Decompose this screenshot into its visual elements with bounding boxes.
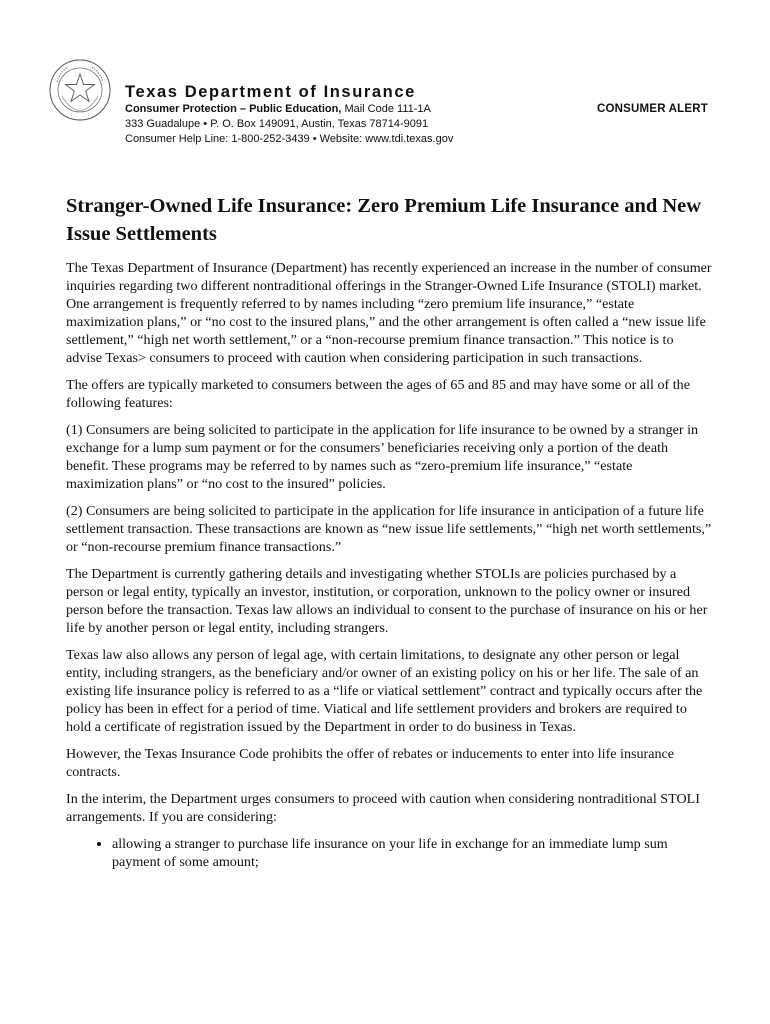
paragraph-texas-law: Texas law also allows any person of legal age, with certain limitations, to designate any other person or legal entity, including strangers, as the beneficiary and/or owner of an existing policy on his or her life. The sale of an existing life insurance policy is referred to as a “life or viatical settlement” contract and typically occurs after the policy has been in effect for a period of time. Viatical and life settlement providers and brokers are required to hold a certificate of registration issued by the Department in order to do business in Texas.	[66, 647, 703, 735]
paragraph-investigation: The Department is currently gathering details and investigating whether STOLIs are policies purchased by a person or legal entity, typically an investor, institution, or corporation, unknown to the policy owner or insured person before the transaction. Texas law allows an individual to consent to the purchase of insurance on his or her life by another person or legal entity, including strangers.	[66, 566, 708, 636]
considerations-list	[66, 835, 712, 871]
paragraph-interim: In the interim, the Department urges consumers to proceed with caution when considering nontraditional STOLI arrangements. If you are considering:	[66, 791, 700, 825]
paragraph-insurance-code: However, the Texas Insurance Code prohibits the offer of rebates or inducements to enter into life insurance contracts.	[66, 746, 675, 780]
consumer-alert-label: CONSUMER ALERT	[597, 103, 708, 115]
agency-name: Texas Department of Insurance	[125, 83, 416, 101]
paragraph-item-2: (2) Consumers are being solicited to participate in the application for life insurance in anticipation of a future life settlement transaction. These transactions are known as “new issue life settlements,” “high net worth settlements,” or “non-recourse premium finance transactions.”	[66, 503, 712, 555]
texas-state-seal-icon	[48, 58, 112, 122]
list-item: • allowing a stranger to purchase life insurance on your life in exchange for an immediate lump sum payment of some amount;	[112, 835, 712, 871]
contact-line: Consumer Help Line: 1-800-252-3439 • Website: www.tdi.texas.gov	[125, 133, 454, 145]
mail-code: Mail Code 111-1A	[344, 103, 431, 115]
paragraph-features: The offers are typically marketed to consumers between the ages of 65 and 85 and may have some or all of the following features:	[66, 377, 690, 411]
address-line: 333 Guadalupe • P. O. Box 149091, Austin, Texas 78714-9091	[125, 118, 429, 130]
division-name: Consumer Protection – Public Education,	[125, 103, 342, 115]
document-body	[66, 192, 712, 871]
paragraph-intro: The Texas Department of Insurance (Department) has recently experienced an increase in the number of consumer inquiries regarding two different nontraditional offerings in the Stranger-Owned Life Insurance (STOLI) market. One arrangement is frequently referred to by names including “zero premium life insurance,” “estate maximization plans,” or “no cost to the insured plans,” and the other arrangement is often called a “new issue life settlement,” “high net worth settlement,” or a “non-recourse premium finance transaction.” This notice is to advise Texas> consumers to proceed with caution when considering participation in such transactions.	[66, 260, 712, 366]
paragraph-item-1: (1) Consumers are being solicited to participate in the application for life insurance to be owned by a stranger in exchange for a lump sum payment or for the consumers’ beneficiaries receiving only a portion of the death benefit. These programs may be referred to by names such as “zero-premium life insurance,” “estate maximization plans” or “no cost to the insured” policies.	[66, 422, 699, 492]
document-title: Stranger-Owned Life Insurance: Zero Premium Life Insurance and New Issue Settlements	[66, 195, 702, 245]
